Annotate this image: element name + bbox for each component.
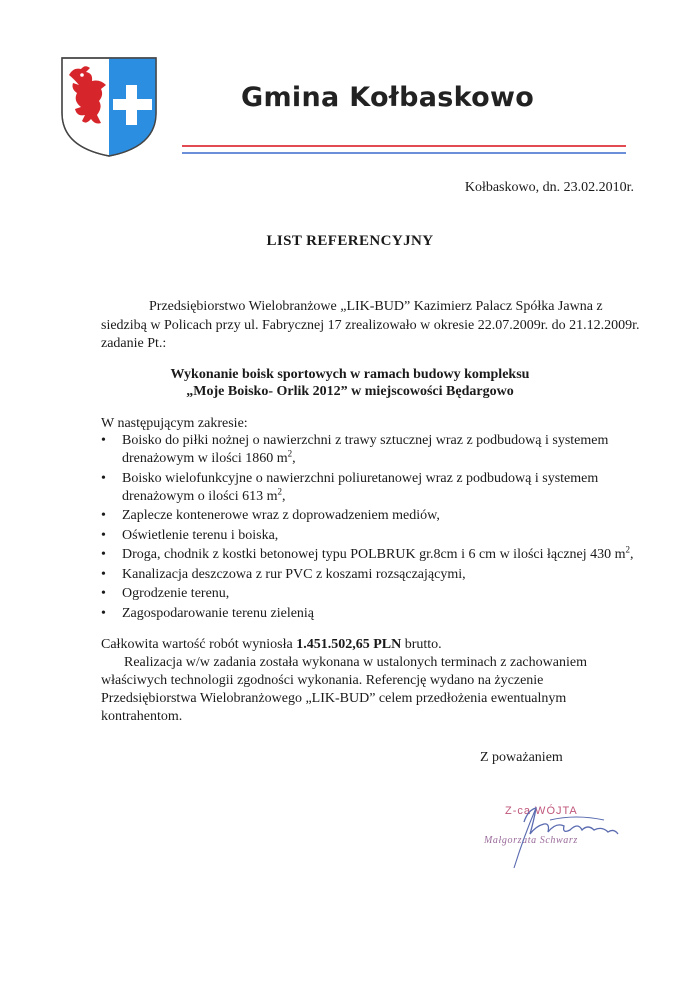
scope-item-text: Zaplecze kontenerowe wraz z doprowadzeniem mediów, — [122, 508, 440, 523]
bullet-icon: • — [101, 470, 106, 486]
scope-item — [101, 527, 671, 545]
document-title: LIST REFERENCYJNY — [266, 233, 434, 249]
intro-paragraph — [101, 298, 656, 354]
closing-line: Realizacja w/w zadania została wykonana w ustalonych terminach z zachowaniem — [124, 655, 587, 670]
bullet-icon: • — [101, 508, 106, 523]
scope-item — [101, 585, 671, 603]
punctuation: , — [292, 451, 296, 466]
scope-item-text: Ogrodzenie terenu, — [122, 586, 230, 601]
scope-item — [101, 470, 671, 506]
task-subject-line: Wykonanie boisk sportowych w ramach budowy kompleksu — [170, 367, 530, 382]
municipality-name: Gmina Kołbaskowo — [241, 82, 535, 113]
intro-line: zadanie Pt.: — [101, 336, 167, 351]
bullet-icon: • — [101, 566, 106, 582]
intro-line: Przedsiębiorstwo Wielobranżowe „LIK-BUD” Kazimierz Palacz Spółka Jawna z — [149, 299, 603, 314]
scope-item-text: Boisko do piłki nożnej o nawierzchni z trawy sztucznej wraz z podbudową i systemem — [122, 433, 609, 448]
total-value-amount: 1.451.502,65 PLN — [296, 637, 402, 652]
closing-line: Przedsiębiorstwa Wielobranżowego „LIK-BUD” celem przedłożenia ewentualnym — [101, 691, 567, 706]
bullet-icon: • — [101, 527, 106, 543]
bullet-icon: • — [101, 605, 106, 621]
scope-item-text: Droga, chodnik z kostki betonowej typu POLBRUK gr.8cm i 6 cm w ilości łącznej 430 m — [122, 547, 626, 562]
scope-item — [101, 432, 671, 468]
closing-line: właściwych technologii zgodności wykonania. Referencję wydano na życzenie — [101, 673, 544, 688]
scope-item — [101, 605, 671, 623]
task-subject — [0, 366, 700, 400]
superscript: 2 — [625, 544, 631, 555]
scope-item-text — [122, 485, 671, 506]
signature-icon — [484, 800, 654, 875]
scope-item-text: Kanalizacja deszczowa z rur PVC z koszami rozsączającymi, — [122, 566, 466, 582]
scope-item-text: drenażowym o ilości 613 m — [122, 488, 278, 504]
scope-item-text — [122, 546, 671, 564]
closing-line: kontrahentom. — [101, 709, 183, 724]
superscript: 2 — [277, 485, 283, 496]
scope-item-text — [122, 450, 671, 468]
task-subject-line: „Moje Boisko- Orlik 2012” w miejscowości Będargowo — [186, 384, 514, 399]
bullet-icon: • — [101, 547, 106, 562]
closing-paragraph — [101, 636, 621, 726]
header-rule-red — [182, 145, 626, 147]
scope-heading: W następującym zakresie: — [101, 416, 248, 431]
bullet-icon: • — [101, 586, 106, 601]
punctuation: , — [630, 547, 634, 562]
punctuation: , — [282, 488, 286, 504]
total-value-label: Całkowita wartość robót wyniosła — [101, 637, 297, 652]
coat-of-arms-icon — [59, 55, 159, 159]
scope-item — [101, 507, 671, 525]
total-value-line — [101, 636, 621, 654]
stamp-name: Małgorzata Schwarz — [484, 835, 578, 846]
scope-item-text: drenażowym w ilości 1860 m — [122, 451, 288, 466]
intro-line: siedzibą w Policach przy ul. Fabrycznej 17 zrealizowało w okresie 22.07.2009r. do 21.12.2009r. — [101, 317, 640, 333]
bullet-icon: • — [101, 433, 106, 448]
total-value-suffix: brutto. — [401, 637, 442, 652]
scope-list — [101, 432, 671, 624]
official-stamp — [484, 800, 654, 875]
header-rule-blue — [182, 152, 626, 154]
scope-item-text: Oświetlenie terenu i boiska, — [122, 527, 279, 543]
scope-item-text: Boisko wielofunkcyjne o nawierzchni poliuretanowej wraz z podbudową i systemem — [122, 470, 599, 486]
scope-item — [101, 566, 671, 584]
stamp-title: Z-ca WÓJTA — [505, 805, 578, 817]
superscript: 2 — [287, 448, 293, 459]
scope-item — [101, 546, 671, 564]
scope-item-text: Zagospodarowanie terenu zielenią — [122, 605, 315, 621]
complimentary-close: Z poważaniem — [480, 750, 563, 765]
place-and-date: Kołbaskowo, dn. 23.02.2010r. — [464, 180, 634, 195]
